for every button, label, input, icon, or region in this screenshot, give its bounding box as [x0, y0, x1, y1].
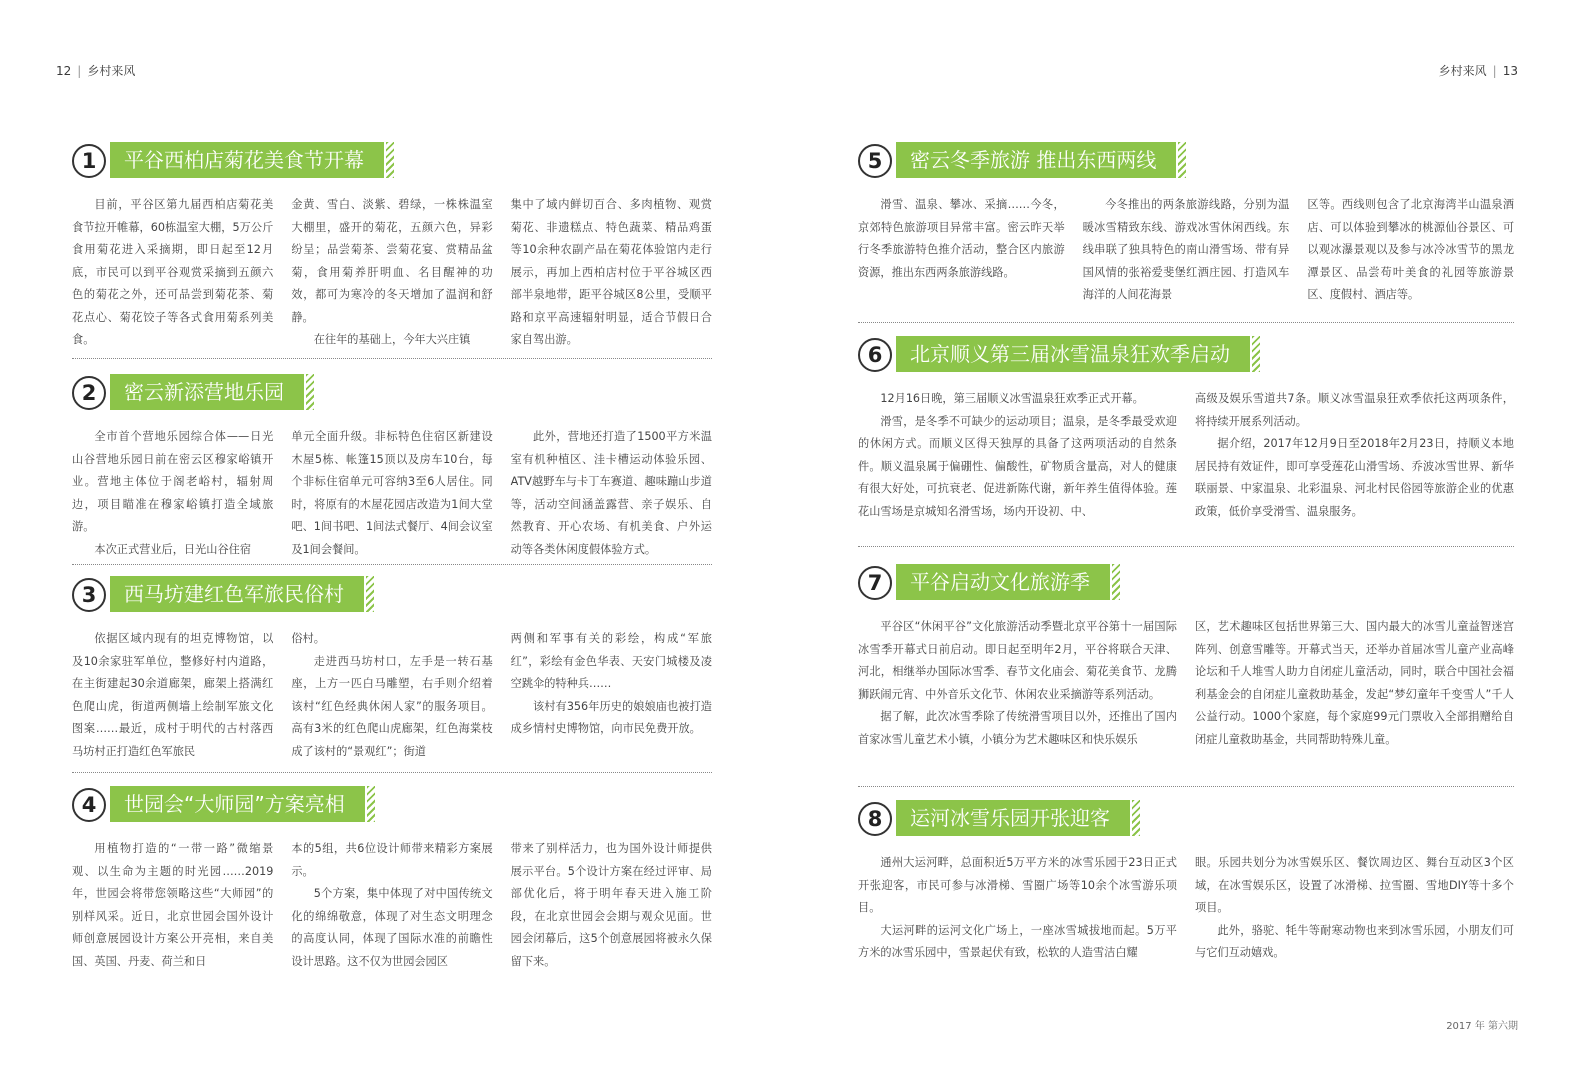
article-8-body — [858, 852, 1514, 965]
paragraph: 本的5组，共6位设计师带来精彩方案展示。 — [291, 842, 493, 878]
article-5-heading — [858, 142, 1514, 180]
article-3-title: 西马坊建红色军旅民俗村 — [110, 576, 364, 612]
section-divider — [72, 772, 712, 773]
article-8 — [858, 800, 1514, 965]
article-6-body — [858, 388, 1514, 523]
article-8-title: 运河冰雪乐园开张迎客 — [896, 800, 1130, 836]
section-divider — [72, 358, 712, 359]
left-running-header: 12 | 乡村来风 — [56, 64, 136, 78]
article-6-title: 北京顺义第三届冰雪温泉狂欢季启动 — [896, 336, 1250, 372]
article-7-number: 7 — [858, 566, 892, 600]
article-7-heading — [858, 564, 1514, 602]
paragraph: 此外，营地还打造了1500平方米温室有机种植区、洼卡槽运动体验乐园、ATV越野车与卡丁车赛道、趣味蹦山步道等，活动空间涵盖露营、亲子娱乐、自然教育、开心农场、有机美食、户外运动等各类休闲度假体验方式。 — [510, 430, 712, 556]
article-6 — [858, 336, 1514, 523]
article-4-title: 世园会“大师园”方案亮相 — [110, 786, 365, 822]
article-4 — [72, 786, 712, 973]
paragraph: 金黄、雪白、淡紫、碧绿，一株株温室大棚里，盛开的菊花，五颜六色，异彩纷呈；品尝菊茶、尝菊花宴、赏精品盆菊，食用菊养肝明血、名目醒神的功效，都可为寒冷的冬天增加了温润和舒静。 — [291, 198, 493, 324]
article-2-number: 2 — [72, 376, 106, 410]
paragraph: 12月16日晚，第三届顺义冰雪温泉狂欢季正式开幕。 — [880, 392, 1144, 405]
paragraph: 区，艺术趣味区包括世界第三大、国内最大的冰雪儿童益智迷宫阵列、创意雪雕等。开幕式当天，还举办首届冰雪儿童产业高峰论坛和千人堆雪人助力自闭症儿童活动，同时，联合中国社会福利基金会的自闭症儿童救助基金，发起“梦幻童年千变雪人”千人公益行动。1000个家庭，每个家庭99元门票收入全部捐赠给自闭症儿童救助基金，共同帮助特殊儿童。 — [1195, 620, 1514, 746]
article-5 — [858, 142, 1514, 307]
right-header-title: 乡村来风 — [1438, 64, 1487, 78]
right-page — [790, 0, 1580, 1072]
paragraph: 目前，平谷区第九届西柏店菊花美食节拉开帷幕，60栋温室大棚，5万公斤食用菊花进入采摘期，即日起至12月底，市民可以到平谷观赏采摘到五颜六色的菊花之外，还可品尝到菊花茶、菊花点心、菊花饺子等各式食用菊系列美食。 — [72, 198, 274, 346]
paragraph: 走进西马坊村口，左手是一转石基座，上方一匹白马雕塑，右手则介绍着该村“红色经典休闲人家”的服务项目。高有3米的红色爬山虎廊架，红色海棠枝成了该村的“景观红”；街道 — [291, 654, 493, 758]
article-1-body — [72, 194, 712, 352]
left-header-title: 乡村来风 — [87, 64, 136, 78]
article-1 — [72, 142, 712, 352]
article-7-body — [858, 616, 1514, 751]
article-2-body — [72, 426, 712, 561]
paragraph: 全市首个营地乐园综合体——日光山谷营地乐园日前在密云区穆家峪镇开业。营地主体位于阁老峪村，辐射周边，项目瞄准在穆家峪镇打造全域旅游。 — [72, 430, 274, 533]
left-page-number: 12 — [56, 64, 72, 78]
article-4-heading — [72, 786, 712, 824]
article-8-heading — [858, 800, 1514, 838]
article-3-heading — [72, 576, 712, 614]
right-running-header: 乡村来风 | 13 — [1438, 64, 1518, 78]
article-2 — [72, 374, 712, 561]
paragraph: 俗村。 — [291, 632, 325, 645]
paragraph: 大运河畔的运河文化广场上，一座冰雪城拔地而起。5万平方米的冰雪乐园中，雪景起伏有致，松软的人造雪洁白耀 — [858, 923, 1177, 959]
paragraph: 依据区域内现有的坦克博物馆，以及10余家驻军单位，整修好村内道路，在主街建起30余道廊架，廊架上搭满红色爬山虎，街道两侧墙上绘制军旅文化图案……最近，成村于明代的古村落西马坊村正打造红色军旅民 — [72, 632, 274, 758]
paragraph: 通州大运河畔，总面积近5万平方米的冰雪乐园于23日正式开张迎客，市民可参与冰滑梯、雪圈广场等10余个冰雪游乐项目。 — [858, 856, 1177, 914]
article-5-title: 密云冬季旅游 推出东西两线 — [896, 142, 1176, 178]
article-6-heading — [858, 336, 1514, 374]
paragraph: 滑雪、温泉、攀冰、采摘……今冬，京郊特色旅游项目异常丰富。密云昨天举行冬季旅游特色推介活动，整合区内旅游资源，推出东西两条旅游线路。 — [858, 198, 1065, 279]
section-divider — [858, 322, 1514, 323]
issue-label: 2017 年 第六期 — [1446, 1021, 1518, 1032]
section-divider — [858, 786, 1514, 787]
paragraph: 高级及娱乐雪道共7条。顺义冰雪温泉狂欢季依托这两项条件，将持续开展系列活动。 — [1195, 392, 1514, 428]
right-page-number: 13 — [1502, 64, 1518, 78]
article-6-number: 6 — [858, 338, 892, 372]
paragraph: 5个方案，集中体现了对中国传统文化的绵绵敬意，体现了对生态文明理念的高度认同，体现了国际水准的前瞻性设计思路。这不仅为世园会园区 — [291, 887, 493, 968]
article-1-number: 1 — [72, 144, 106, 178]
article-3-number: 3 — [72, 578, 106, 612]
paragraph: 带来了别样活力，也为国外设计师提供展示平台。5个设计方案在经过评审、局部优化后，将于明年春天进入施工阶段，在北京世园会会期与观众见面。世园会闭幕后，这5个创意展园将被永久保留下来。 — [510, 842, 712, 968]
article-1-title: 平谷西柏店菊花美食节开幕 — [110, 142, 384, 178]
article-7 — [858, 564, 1514, 751]
article-1-heading — [72, 142, 712, 180]
paragraph: 集中了域内鲜切百合、多肉植物、观赏菊花、非遗糕点、特色蔬菜、精品鸡蛋等10余种农副产品在菊花体验馆内走行展示，再加上西柏店村位于平谷城区西部半泉地带，距平谷城区8公里，受顺平路和京平高速辐射明显，适合节假日合家自驾出游。 — [510, 198, 712, 346]
paragraph: 今冬推出的两条旅游线路，分别为温暖冰雪精致东线、游戏冰雪休闲西线。东线串联了独具特色的南山滑雪场、带有异国风情的张裕爱斐堡红酒庄园、打造风车海洋的人间花海景 — [1082, 198, 1290, 301]
paragraph: 据介绍，2017年12月9日至2018年2月23日，持顺义本地居民持有效证件，即可享受莲花山滑雪场、乔波冰雪世界、新华联丽景、中家温泉、北彩温泉、河北村民俗园等旅游企业的优惠政策，低价享受滑雪、温泉服务。 — [1195, 437, 1514, 518]
article-2-title: 密云新添营地乐园 — [110, 374, 304, 410]
paragraph: 该村有356年历史的娘娘庙也被打造成乡情村史博物馆，向市民免费开放。 — [510, 699, 712, 735]
paragraph: 滑雪，是冬季不可缺少的运动项目；温泉，是冬季最受欢迎的休闲方式。而顺义区得天独厚的具备了这两项活动的自然条件。顺义温泉属于偏硼性、偏酸性，矿物质含量高，对人的健康有很大好处，可抗衰老、促进新陈代谢，新年养生值得体验。莲花山雪场是京城知名滑雪场，场内开设初、中、 — [858, 414, 1177, 518]
article-4-body — [72, 838, 712, 973]
paragraph: 区等。西线则包含了北京海湾半山温泉酒店、可以体验到攀冰的桃源仙谷景区、可以观冰瀑景观以及参与冰冷冰雪节的黑龙潭景区、品尝苟叶美食的礼园等旅游景区、度假村、酒店等。 — [1307, 198, 1515, 301]
paragraph: 本次正式营业后，日光山谷住宿 — [94, 542, 252, 556]
paragraph: 眼。乐园共划分为冰雪娱乐区、餐饮周边区、舞台互动区3个区域，在冰雪娱乐区，设置了冰滑梯、拉雪圈、雪地DIY等十多个项目。 — [1195, 856, 1514, 914]
section-divider — [858, 546, 1514, 547]
paragraph: 在往年的基础上，今年大兴庄镇 — [313, 333, 471, 346]
section-divider — [72, 564, 712, 565]
paragraph: 平谷区“休闲平谷”文化旅游活动季暨北京平谷第十一届国际冰雪季开幕式日前启动。即日起至明年2月，平谷将联合天津、河北，相继举办国际冰雪季、春节文化庙会、菊花美食节、龙腾狮跃闹元宵、中外音乐文化节、休闲农业采摘游等系列活动。 — [858, 620, 1177, 701]
paragraph: 用植物打造的“一带一路”微缩景观、以生命为主题的时光园……2019年，世园会将带您领略这些“大师园”的别样风采。近日，北京世园会国外设计师创意展园设计方案公开亮相，来自美国、英国、丹麦、荷兰和日 — [72, 842, 274, 968]
article-3 — [72, 576, 712, 763]
article-4-number: 4 — [72, 788, 106, 822]
article-7-title: 平谷启动文化旅游季 — [896, 564, 1110, 600]
article-8-number: 8 — [858, 802, 892, 836]
article-3-body — [72, 628, 712, 763]
paragraph: 据了解，此次冰雪季除了传统滑雪项目以外，还推出了国内首家冰雪儿童艺术小镇，小镇分为艺术趣味区和快乐娱乐 — [858, 710, 1177, 746]
paragraph: 单元全面升级。非标特色住宿区新建设木屋5栋、帐篷15顶以及房车10台，每个非标住宿单元可容纳3至6人居住。同时，将原有的木屋花园店改造为1间大堂吧、1间书吧、1间法式餐厅、4间会议室及1间会餐间。 — [291, 430, 493, 556]
article-2-heading — [72, 374, 712, 412]
article-5-number: 5 — [858, 144, 892, 178]
article-5-body — [858, 194, 1514, 307]
paragraph: 两侧和军事有关的彩绘，构成“军旅红”，彩绘有金色华表、天安门城楼及凌空跳伞的特种兵…… — [510, 632, 712, 690]
paragraph: 此外，骆驼、牦牛等耐寒动物也来到冰雪乐园，小朋友们可与它们互动嬉戏。 — [1195, 923, 1514, 959]
